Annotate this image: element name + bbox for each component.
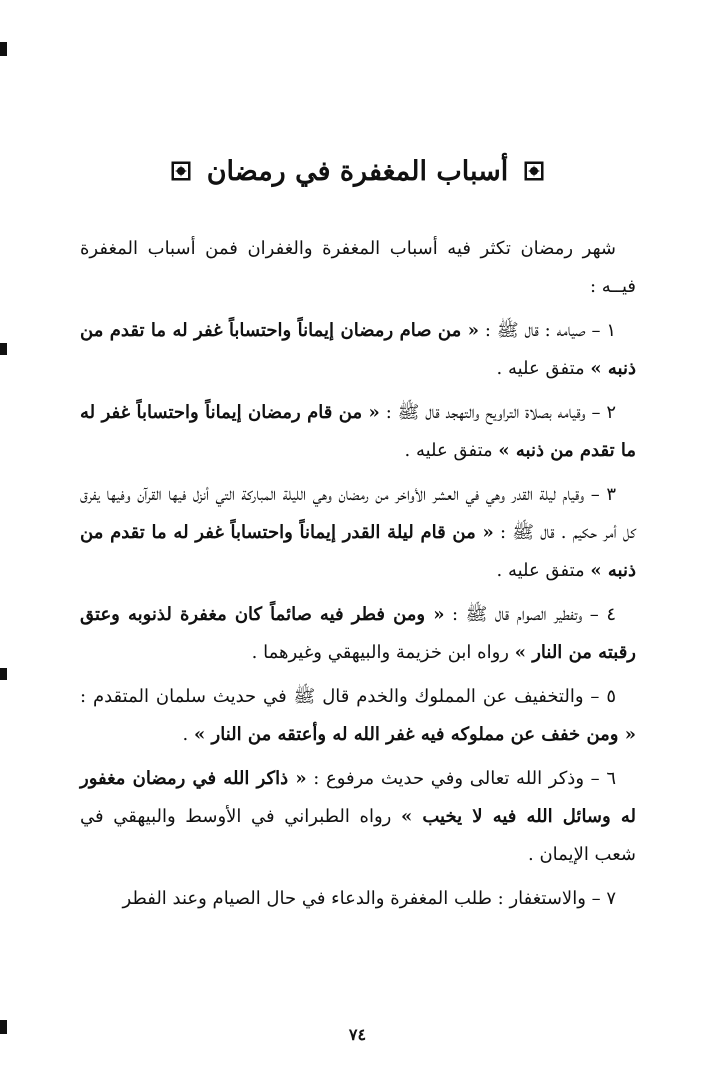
page-title-row bbox=[0, 150, 715, 194]
intro-paragraph: شهر رمضان تكثر فيه أسباب المغفرة والغفران فمن أسباب المغفرة فيــه : bbox=[80, 238, 636, 297]
ornament-icon bbox=[524, 161, 544, 181]
ornament-icon bbox=[171, 161, 191, 181]
page-title: أسباب المغفرة في رمضان bbox=[206, 156, 509, 187]
list-item: ٦ – وذكر الله تعالى وفي حديث مرفوع : « ذاكر الله في رمضان مغفور له وسائل الله فيه لا يخيب » رواه الطبراني في الأوسط والبيهقي في شعب الإيمان . bbox=[80, 768, 637, 865]
left-edge-mark bbox=[0, 343, 7, 355]
hadith-text: « ومن فطر فيه صائماً كان مغفرة لذنوبه وعتق رقبته من النار » bbox=[80, 604, 636, 663]
hadith-text: « من صام رمضان إيماناً واحتساباً غفر له ما تقدم من ذنبه » bbox=[80, 320, 636, 379]
list-item: ٣ – وقيام ليلة القدر وهي في العشر الأواخر من رمضان وهي الليلة المباركة التي أنزل فيها القرآن وفيها يفرق كل أمر حكيم . قال ﷺ : « من قام ليلة القدر إيماناً واحتساباً غفر له ما تقدم من ذنبه » متفق عليه . bbox=[80, 484, 637, 581]
page-body bbox=[80, 230, 636, 924]
page-number: ٧٤ bbox=[348, 1025, 367, 1044]
list-item: ١ – صيامه : قال ﷺ : « من صام رمضان إيماناً واحتساباً غفر له ما تقدم من ذنبه » متفق عليه . bbox=[80, 320, 636, 379]
hadith-text: « ذاكر الله في رمضان مغفور له وسائل الله فيه لا يخيب » bbox=[80, 768, 637, 827]
list-item: ٢ – وقيامه بصلاة التراويح والتهجد قال ﷺ : « من قام رمضان إيماناً واحتساباً غفر له ما تقدم من ذنبه » متفق عليه . bbox=[80, 402, 636, 461]
list-item: ٥ – والتخفيف عن المملوك والخدم قال ﷺ في حديث سلمان المتقدم : « ومن خفف عن مملوكه فيه غفر الله له وأعتقه من النار » . bbox=[80, 686, 636, 745]
hadith-text: « من قام رمضان إيماناً واحتساباً غفر له ما تقدم من ذنبه » bbox=[80, 402, 636, 461]
left-edge-mark bbox=[0, 668, 7, 680]
hadith-text: « من قام ليلة القدر إيماناً واحتساباً غفر له ما تقدم من ذنبه » bbox=[80, 522, 636, 581]
left-edge-mark bbox=[0, 42, 7, 56]
list-item: ٤ – وتفطير الصوام قال ﷺ : « ومن فطر فيه صائماً كان مغفرة لذنوبه وعتق رقبته من النار » رواه ابن خزيمة والبيهقي وغيرهما . bbox=[80, 604, 636, 663]
list-item: ٧ – والاستغفار : طلب المغفرة والدعاء في حال الصيام وعند الفطر bbox=[122, 888, 616, 909]
hadith-text: « ومن خفف عن مملوكه فيه غفر الله له وأعتقه من النار » bbox=[194, 724, 636, 745]
